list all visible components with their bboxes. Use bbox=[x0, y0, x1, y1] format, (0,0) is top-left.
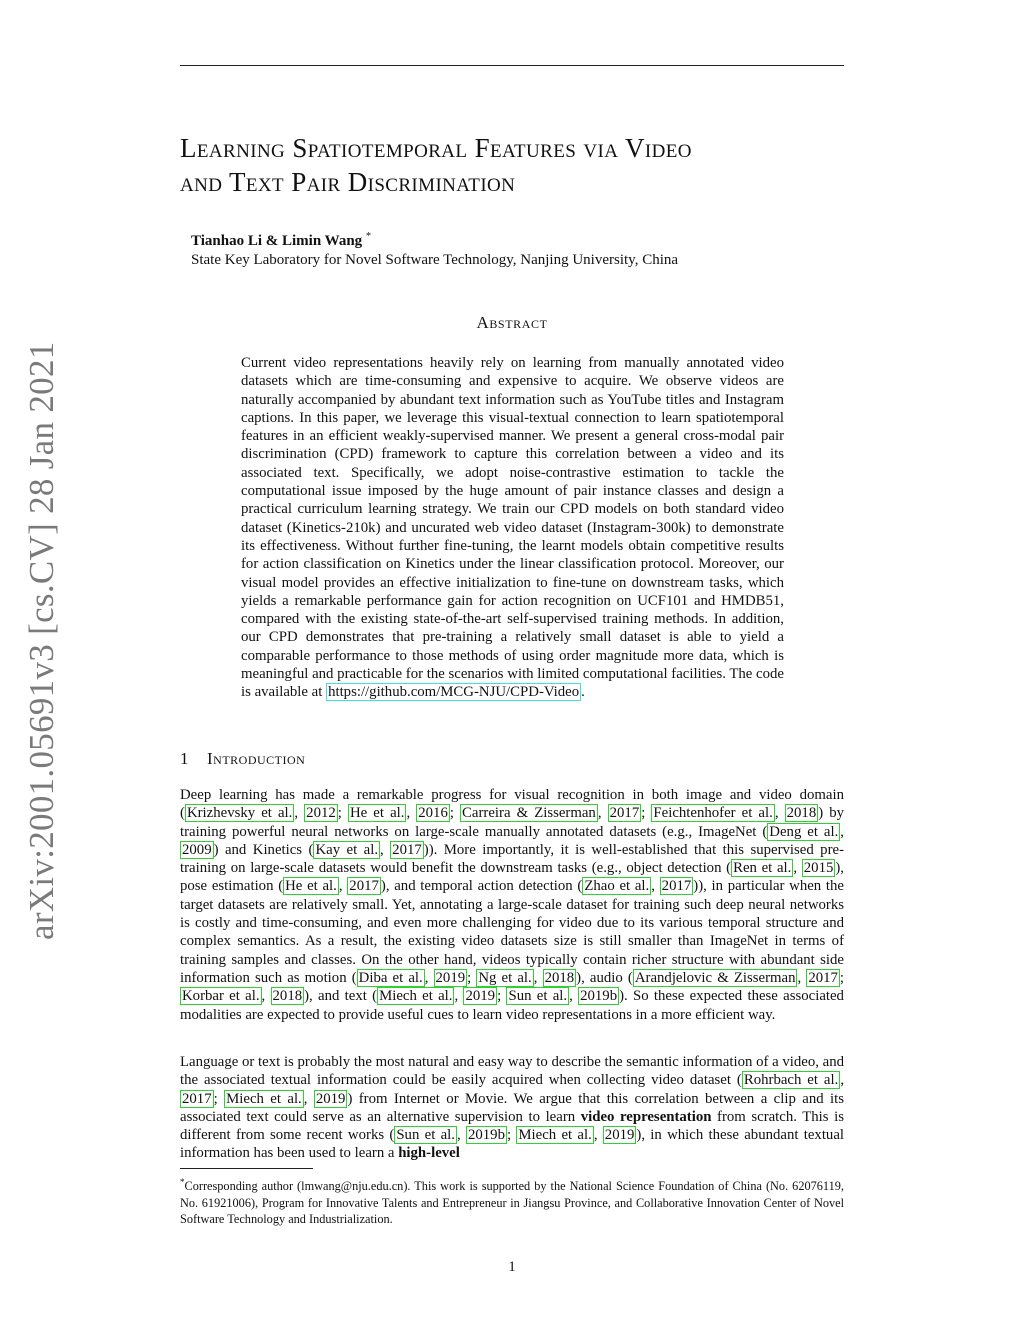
author-block bbox=[191, 227, 678, 270]
citation-link[interactable]: 2017 bbox=[392, 841, 422, 858]
author-footnote-mark[interactable]: * bbox=[365, 231, 371, 242]
text-span: , bbox=[569, 988, 579, 1005]
footnote-mark: * bbox=[180, 1177, 185, 1187]
abstract-heading: Abstract bbox=[476, 313, 548, 332]
text-span: from scratch. This is different from some recent works ( bbox=[180, 1108, 844, 1144]
section-number: 1 bbox=[180, 749, 189, 768]
citation-link[interactable]: 2017 bbox=[349, 878, 379, 895]
code-url-link[interactable]: https://github.com/MCG-NJU/CPD-Video bbox=[328, 684, 580, 701]
citation-link[interactable]: Deng et al. bbox=[769, 823, 839, 840]
citation-link[interactable]: Ng et al. bbox=[478, 969, 532, 986]
text-span: , bbox=[380, 841, 391, 858]
text-span: ; bbox=[641, 805, 652, 822]
citation-link[interactable]: He et al. bbox=[349, 805, 405, 822]
bold-term: high-level bbox=[398, 1145, 460, 1162]
text-span: )). More importantly, it is well-established that this supervised pre-training on large-scale datasets would benefit the downstream tasks (e.g., object detection ( bbox=[180, 841, 844, 877]
text-span: , bbox=[774, 805, 785, 822]
citation-link[interactable]: 2017 bbox=[609, 805, 640, 822]
citation-link[interactable]: 2018 bbox=[544, 969, 575, 986]
text-span: )), in particular when the target datasets are relatively small. Yet, annotating a large-scale dataset for training such deep neural networks is costly and time-consuming, and even more challenging for video due to its various temporal structure and complex semantics. As a result, the existing video datasets size is still smaller than ImageNet in terms of training samples and classes. On the other hand, videos typically contain richer structure with abundant side information such as motion ( bbox=[180, 878, 844, 986]
citation-link[interactable]: Sun et al. bbox=[508, 988, 568, 1005]
text-span: , bbox=[840, 823, 844, 840]
text-span: ; bbox=[213, 1090, 225, 1107]
arxiv-identifier: arXiv:2001.05691v3 [cs.CV] 28 Jan 2021 bbox=[22, 341, 61, 940]
citation-link[interactable]: 2009 bbox=[182, 841, 212, 858]
text-span: ; bbox=[449, 805, 461, 822]
footnote-text: Corresponding author (lmwang@nju.edu.cn). This work is supported by the National Science Foundation of China (No. 62076119, No. 61921006), Program for Innovative Talents and Entrepreneur in Jiangsu Province, and Collaborative Innovation Center of Novel Software Technology and Industrialization. bbox=[180, 1179, 844, 1227]
text-span: , bbox=[651, 878, 660, 895]
text-span: , bbox=[597, 805, 608, 822]
title-line-1: Learning Spatiotemporal Features via Video bbox=[180, 133, 692, 163]
text-span: ), in which these abundant textual information has been used to learn a bbox=[180, 1127, 845, 1162]
text-span: , bbox=[406, 805, 417, 822]
text-span: ; bbox=[839, 969, 845, 986]
text-span: , bbox=[454, 988, 464, 1005]
text-span: ; bbox=[467, 969, 477, 986]
text-span: , bbox=[424, 969, 434, 986]
footnote-rule bbox=[180, 1168, 313, 1169]
citation-link[interactable]: 2019b bbox=[467, 1127, 505, 1144]
affiliation: State Key Laboratory for Novel Software Technology, Nanjing University, China bbox=[191, 252, 679, 268]
text-span: ), and text ( bbox=[304, 988, 378, 1005]
text-span: ), pose estimation ( bbox=[180, 860, 844, 895]
author-names: Tianhao Li & Limin Wang bbox=[191, 233, 363, 249]
citation-link[interactable]: 2015 bbox=[803, 860, 834, 877]
citation-link[interactable]: Feichtenhofer et al. bbox=[653, 805, 773, 822]
section-heading-introduction bbox=[180, 749, 305, 769]
text-span: , bbox=[338, 878, 348, 895]
top-rule bbox=[180, 65, 844, 66]
text-span: Deep learning has made a remarkable progress for visual recognition in both image and video domain ( bbox=[180, 787, 844, 822]
citation-link[interactable]: Zhao et al. bbox=[584, 878, 650, 895]
text-span: ; bbox=[506, 1127, 517, 1144]
footnote bbox=[180, 1174, 844, 1228]
citation-link[interactable]: 2018 bbox=[272, 988, 303, 1005]
citation-link[interactable]: 2019 bbox=[315, 1090, 346, 1107]
text-span: , bbox=[303, 1090, 314, 1107]
section-title: Introduction bbox=[207, 749, 306, 768]
citation-link[interactable]: Kay et al. bbox=[315, 841, 379, 858]
abstract-body: Current video representations heavily rely on learning from manually annotated video datasets which are time-consuming and expensive to acquire. We observe videos are naturally accompanied by abundant text information such as YouTube titles and Instagram captions. In this paper, we leverage this visual-textual connection to learn spatiotemporal features in an efficient weakly-supervised manner. We present a general cross-modal pair discrimination (CPD) framework to capture this correlation between a video and its associated text. Specifically, we adopt noise-contrastive estimation to tackle the computational issue imposed by the huge amount of pair instance classes and design a practical curriculum learning strategy. We train our CPD models on both standard video dataset (Kinetics-210k) and uncurated web video dataset (Instagram-300k) to demonstrate its effectiveness. Without further fine-tuning, the learnt models obtain competitive results for action classification on Kinetics under the linear classification protocol. Moreover, our visual model provides an effective initialization to fine-tune on downstream tasks, which yields a remarkable performance gain for action recognition on UCF101 and HMDB51, compared with the existing state-of-the-art self-supervised training methods. In addition, our CPD demonstrates that pre-training a relatively small dataset is able to yield a comparable performance to those methods of using order magnitude more data, which is meaningful and practicable for the scenarios with limited computational facilities. The code is available at https://github.com/MCG-NJU/CPD-Video . bbox=[241, 355, 784, 701]
citation-link[interactable]: 2017 bbox=[661, 878, 692, 895]
citation-link[interactable]: Korbar et al. bbox=[182, 988, 260, 1005]
abstract-text: Current video representations heavily rely on learning from manually annotated video datasets which are time-consuming and expensive to acquire. We observe videos are naturally accompanied by abundant text information such as YouTube titles and Instagram captions. In this paper, we leverage this visual-textual connection to learn spatiotemporal features in an efficient weakly-supervised manner. We present a general cross-modal pair discrimination (CPD) framework to capture this correlation between a video and its associated text. Specifically, we adopt noise-contrastive estimation to tackle the computational issue imposed by the huge amount of pair instance classes and design a practical curriculum learning strategy. We train our CPD models on both standard video dataset (Kinetics-210k) and uncurated web video dataset (Instagram-300k) to demonstrate its effectiveness. Without further fine-tuning, the learnt models obtain competitive results for action classification on Kinetics under the linear classification protocol. Moreover, our visual model provides an effective initialization to fine-tune on downstream tasks, which yields a remarkable performance gain for action recognition on UCF101 and HMDB51, compared with the existing state-of-the-art self-supervised training methods. In addition, our CPD demonstrates that pre-training a relatively small dataset is able to yield a comparable performance to those methods of using order magnitude more data, which is meaningful and practicable for the scenarios with limited computational facilities. The code is available at bbox=[241, 355, 784, 701]
text-span: , bbox=[456, 1127, 466, 1144]
bold-term: video representation bbox=[580, 1108, 712, 1125]
citation-link[interactable]: 2019 bbox=[435, 969, 466, 986]
text-span: ) from Internet or Movie. We argue that this correlation between a clip and its associated text could serve as an alternative supervision to learn bbox=[180, 1090, 844, 1125]
text-span: , bbox=[797, 969, 807, 986]
text-span: ) by training powerful neural networks on large-scale manually annotated datasets (e.g., ImageNet ( bbox=[180, 805, 845, 840]
citation-link[interactable]: 2019 bbox=[465, 988, 496, 1005]
text-span: ), and temporal action detection ( bbox=[380, 878, 583, 895]
text-span: ; bbox=[497, 988, 507, 1005]
text-span: ), audio ( bbox=[576, 969, 633, 986]
intro-paragraph-2 bbox=[180, 1053, 844, 1163]
citation-link[interactable]: 2017 bbox=[808, 969, 838, 986]
text-span: ) and Kinetics ( bbox=[213, 841, 314, 858]
text-span: ). So these expected these associated modalities are expected to provide useful cues to learn video representations in a more efficient way. bbox=[180, 988, 844, 1023]
citation-link[interactable]: Ren et al. bbox=[733, 860, 792, 877]
intro-paragraph-1 bbox=[180, 786, 844, 1024]
citation-link[interactable]: 2018 bbox=[786, 805, 817, 822]
citation-link[interactable]: 2019b bbox=[580, 988, 618, 1005]
text-span: , bbox=[533, 969, 543, 986]
citation-link[interactable]: 2012 bbox=[306, 805, 336, 822]
citation-link[interactable]: Krizhevsky et al. bbox=[186, 805, 293, 822]
citation-link[interactable]: Miech et al. bbox=[518, 1127, 592, 1144]
citation-link[interactable]: Diba et al. bbox=[358, 969, 423, 986]
citation-link[interactable]: 2017 bbox=[182, 1090, 212, 1107]
text-span: , bbox=[840, 1072, 845, 1089]
text-span: ; bbox=[337, 805, 348, 822]
text-span: , bbox=[793, 860, 802, 877]
text-span: , bbox=[261, 988, 271, 1005]
text-span: , bbox=[294, 805, 305, 822]
citation-link[interactable]: Miech et al. bbox=[379, 988, 453, 1005]
text-span: , bbox=[593, 1127, 603, 1144]
page-number: 1 bbox=[508, 1259, 516, 1275]
text-span: Language or text is probably the most natural and easy way to describe the semantic information of a video, and the associated textual information could be easily acquired when collecting video dataset ( bbox=[180, 1054, 845, 1089]
citation-link[interactable]: He et al. bbox=[285, 878, 337, 895]
citation-link[interactable]: Sun et al. bbox=[396, 1127, 455, 1144]
title-line-2: and Text Pair Discrimination bbox=[180, 167, 516, 197]
citation-link[interactable]: Carreira & Zisserman bbox=[462, 805, 596, 822]
citation-link[interactable]: Miech et al. bbox=[226, 1090, 302, 1107]
citation-link[interactable]: 2019 bbox=[604, 1127, 635, 1144]
citation-link[interactable]: 2016 bbox=[418, 805, 448, 822]
citation-link[interactable]: Arandjelovic & Zisserman bbox=[634, 969, 796, 986]
paper-title bbox=[180, 131, 860, 199]
citation-link[interactable]: Rohrbach et al. bbox=[743, 1072, 839, 1089]
